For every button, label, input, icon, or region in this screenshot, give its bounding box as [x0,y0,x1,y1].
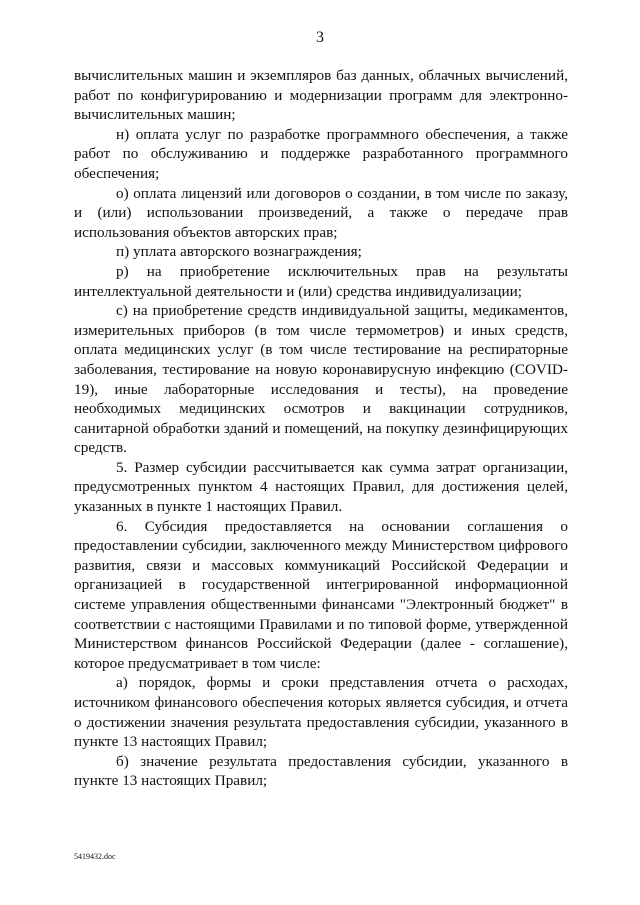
paragraph-item-p: п) уплата авторского вознаграждения; [116,243,362,261]
paragraph-clause-6: 6. Субсидия предоставляется на основании соглашения о предоставлении субсидии, заключенного между Министерством цифрового развития, связи и массовых коммуникаций Российской Федерации и организацией в государственной интегрированной информационной системе управления общественными финансами "Электронный бюджет" в соответствии с настоящими Правилами и по типовой форме, утвержденной Министерством финансов Российской Федерации (далее - соглашение), которое предусматривает в том числе: [74,517,568,672]
paragraph-item-a: а) порядок, формы и сроки представления отчета о расходах, источником финансового обеспечения которых является субсидия, и отчета о достижении значения результата предоставления субсидии, указанного в пункте 13 настоящих Правил; [74,674,568,751]
paragraph-item-o: о) оплата лицензий или договоров о создании, в том числе по заказу, и (или) использовании произведений, а также о передаче прав использования объектов авторских прав; [74,184,568,241]
paragraph-item-n: н) оплата услуг по разработке программного обеспечения, а также работ по обслуживанию и поддержке разработанного программного обеспечения; [74,125,568,182]
document-body [74,66,568,791]
paragraph-item-s: с) на приобретение средств индивидуальной защиты, медикаментов, измерительных приборов (в том числе термометров) и иных средств, оплата медицинских услуг (в том числе тестирование на респираторные заболевания, тестирование на новую коронавирусную инфекцию (COVID-19), иные лабораторные исследования и тесты), на проведение необходимых медицинских осмотров и вакцинации сотрудников, санитарной обработки зданий и помещений, на покупку дезинфицирующих средств. [74,302,568,457]
page-number: 3 [316,29,324,46]
paragraph-clause-5: 5. Размер субсидии рассчитывается как сумма затрат организации, предусмотренных пунктом 4 настоящих Правил, для достижения целей, указанных в пункте 1 настоящих Правил. [74,458,568,516]
paragraph-item-r: р) на приобретение исключительных прав на результаты интеллектуальной деятельности и (или) средства индивидуализации; [74,262,568,300]
paragraph-continuation: вычислительных машин и экземпляров баз данных, облачных вычислений, работ по конфигурированию и модернизации программ для электронно-вычислительных машин; [74,67,568,124]
document-file-reference: 5419432.doc [74,852,116,861]
paragraph-item-b: б) значение результата предоставления субсидии, указанного в пункте 13 настоящих Правил; [74,752,568,790]
